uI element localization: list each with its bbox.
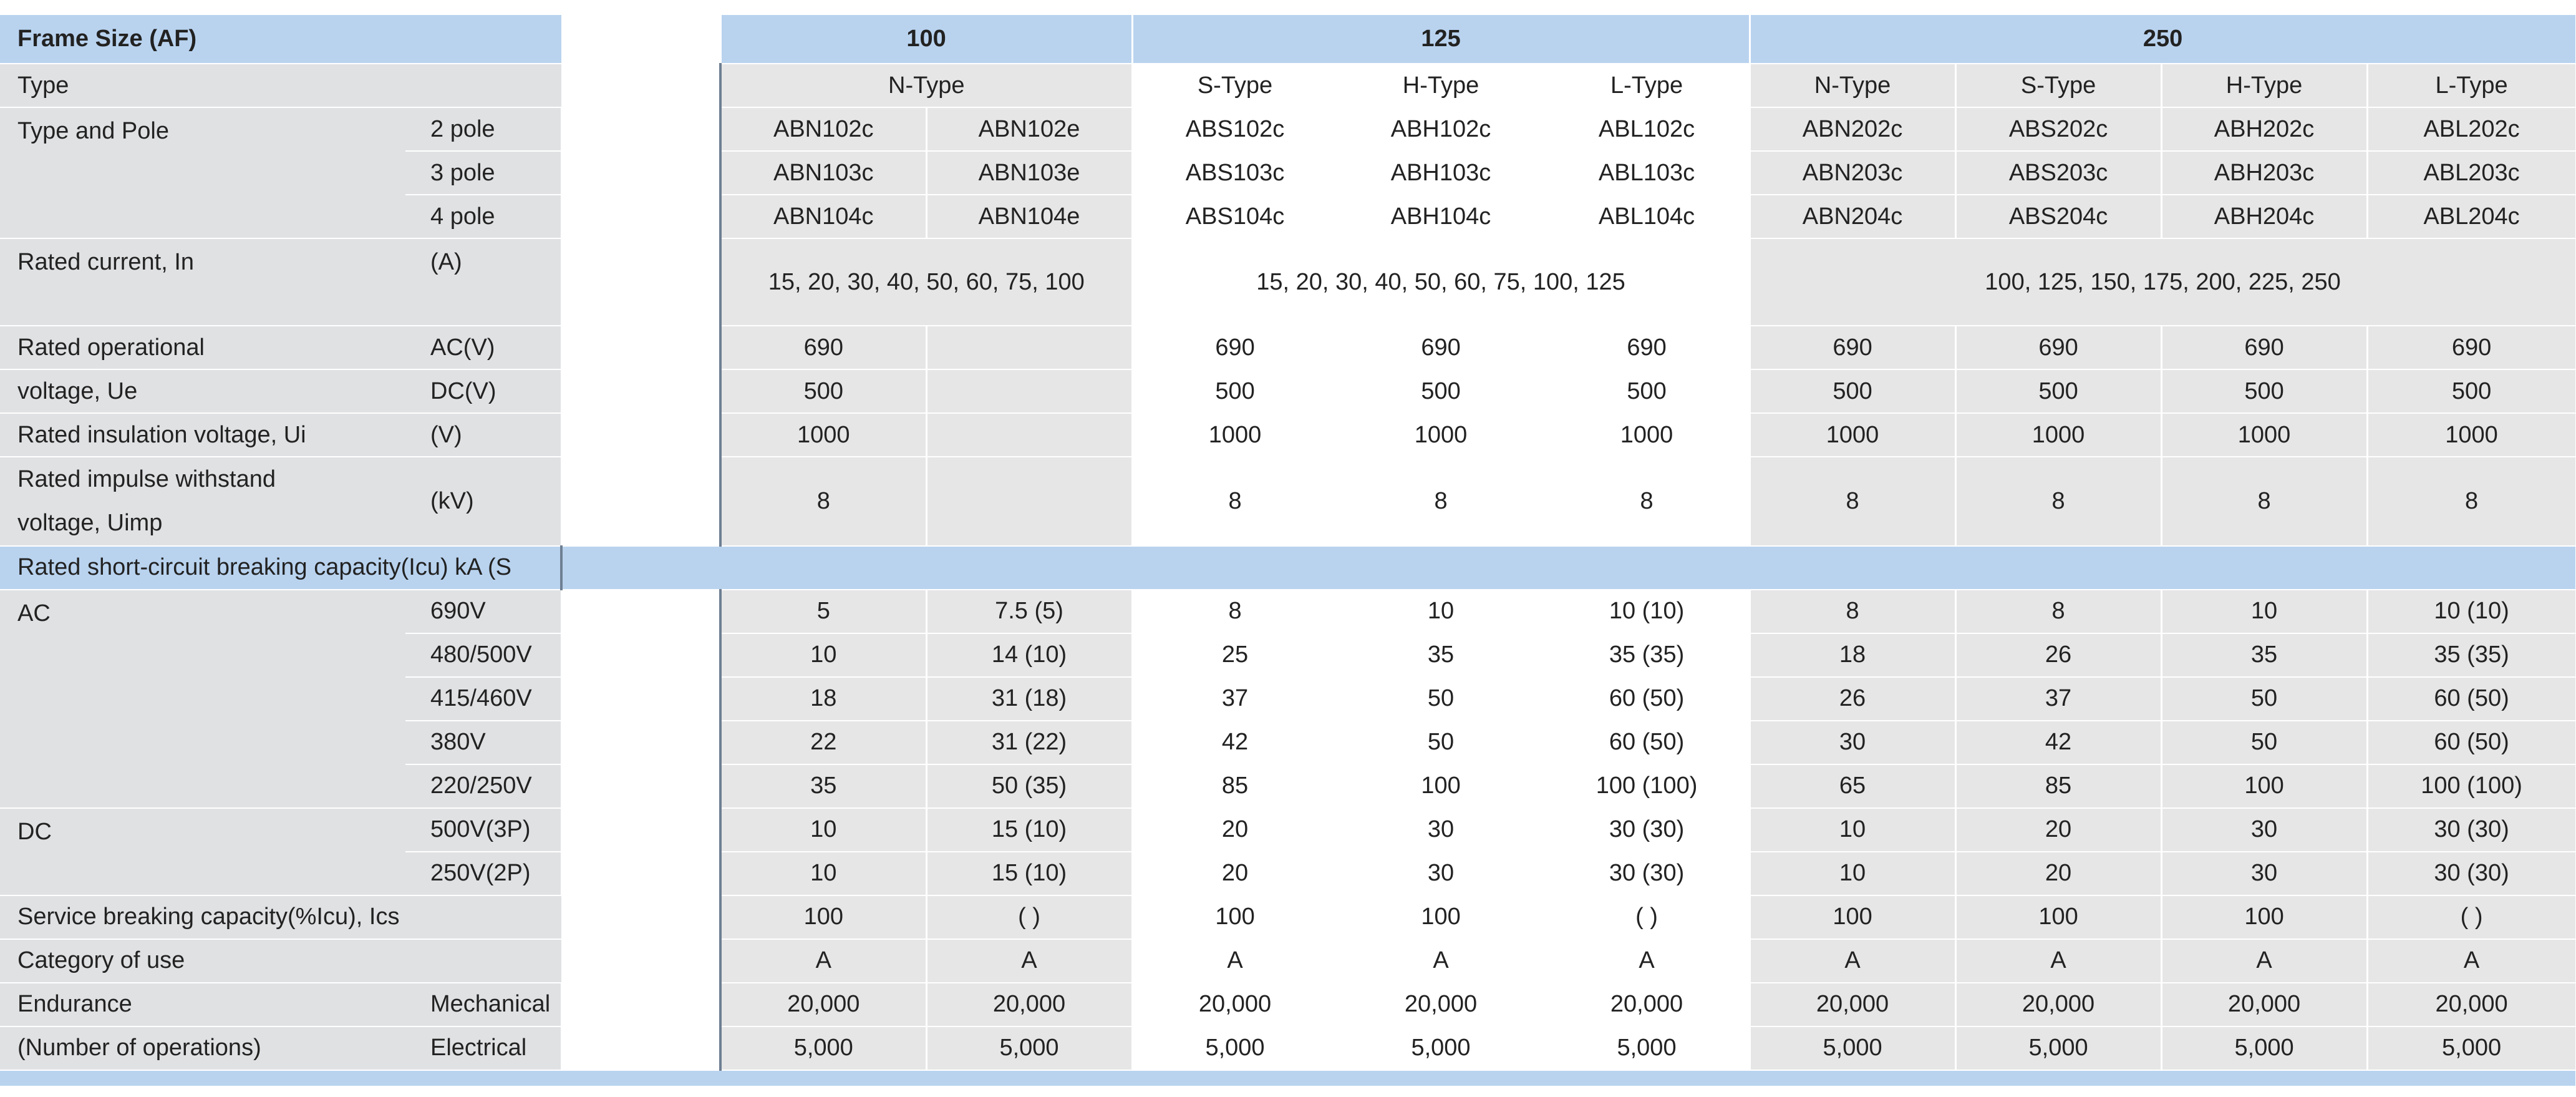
rated-current-250: 100, 125, 150, 175, 200, 225, 250 xyxy=(1750,238,2576,326)
spacer-cell xyxy=(561,238,720,326)
service-breaking-row xyxy=(0,895,2576,939)
impulse-voltage-label xyxy=(0,457,405,546)
value-cell: A xyxy=(926,939,1132,983)
value-cell: 1000 xyxy=(1955,413,2161,457)
value-cell: 10 xyxy=(720,633,926,677)
model-cell: ABN104e xyxy=(926,195,1132,238)
value-cell: 37 xyxy=(1132,677,1338,721)
value-cell: 20,000 xyxy=(1338,983,1544,1026)
category-label: Category of use xyxy=(0,939,561,983)
impulse-voltage-label-line1: Rated impulse withstand xyxy=(17,466,276,492)
value-cell: 18 xyxy=(1750,633,1955,677)
table-body xyxy=(0,15,2576,1086)
value-cell: 10 xyxy=(2161,590,2367,633)
model-cell: ABL204c xyxy=(2367,195,2576,238)
value-cell: 85 xyxy=(1132,764,1338,808)
value-cell: 500 xyxy=(1132,369,1338,413)
model-cell: ABH202c xyxy=(2161,107,2367,151)
value-cell: 5 xyxy=(720,590,926,633)
value-cell: 14 (10) xyxy=(926,633,1132,677)
value-cell: 1000 xyxy=(2161,413,2367,457)
value-cell: 20,000 xyxy=(1132,983,1338,1026)
value-cell: 30 xyxy=(2161,852,2367,895)
dc-label: DC xyxy=(0,808,405,895)
value-cell: 1000 xyxy=(1544,413,1750,457)
value-cell: A xyxy=(1955,939,2161,983)
value-cell: 10 xyxy=(1750,808,1955,852)
model-cell: ABL103c xyxy=(1544,151,1750,195)
model-cell: ABN203c xyxy=(1750,151,1955,195)
electrical-label: Electrical xyxy=(405,1026,561,1070)
value-cell: A xyxy=(720,939,926,983)
value-cell: 60 (50) xyxy=(1544,677,1750,721)
value-cell: 42 xyxy=(1955,721,2161,764)
value-cell: 1000 xyxy=(1132,413,1338,457)
op-voltage-ac-unit: AC(V) xyxy=(405,326,561,369)
value-cell: 30 xyxy=(1338,852,1544,895)
value-cell: A xyxy=(1750,939,1955,983)
value-cell: 20,000 xyxy=(1955,983,2161,1026)
value-cell: 500 xyxy=(1955,369,2161,413)
spacer-cell xyxy=(561,721,720,764)
value-cell: 30 (30) xyxy=(2367,808,2576,852)
model-cell: ABH102c xyxy=(1338,107,1544,151)
value-cell: 50 xyxy=(2161,721,2367,764)
value-cell: 8 xyxy=(1338,457,1544,546)
voltage-label: 415/460V xyxy=(405,677,561,721)
rated-current-row xyxy=(0,238,2576,326)
spacer-cell xyxy=(561,590,720,633)
value-cell: 35 (35) xyxy=(1544,633,1750,677)
value-cell: A xyxy=(2367,939,2576,983)
type-row xyxy=(0,64,2576,107)
value-cell: 8 xyxy=(1132,457,1338,546)
spacer-cell xyxy=(561,983,720,1026)
endurance-label-2: (Number of operations) xyxy=(0,1026,405,1070)
value-cell: 35 xyxy=(1338,633,1544,677)
spacer-cell xyxy=(561,326,720,369)
spacer-cell xyxy=(561,677,720,721)
value-cell: 37 xyxy=(1955,677,2161,721)
value-cell: 100 xyxy=(2161,764,2367,808)
pole-label: 2 pole xyxy=(405,107,561,151)
section-fill xyxy=(561,546,2576,590)
value-cell: 26 xyxy=(1955,633,2161,677)
value-cell: A xyxy=(2161,939,2367,983)
value-cell xyxy=(926,369,1132,413)
pole-label: 4 pole xyxy=(405,195,561,238)
model-cell: ABL202c xyxy=(2367,107,2576,151)
value-cell: 690 xyxy=(1750,326,1955,369)
header-spacer xyxy=(561,15,720,64)
value-cell: 20,000 xyxy=(1750,983,1955,1026)
model-cell: ABS104c xyxy=(1132,195,1338,238)
model-cell: ABH204c xyxy=(2161,195,2367,238)
op-voltage-ac-row xyxy=(0,326,2576,369)
value-cell: 10 xyxy=(1750,852,1955,895)
bottom-strip xyxy=(0,1070,2576,1086)
value-cell: 100 xyxy=(1132,895,1338,939)
value-cell: 690 xyxy=(1955,326,2161,369)
value-cell: 42 xyxy=(1132,721,1338,764)
value-cell: 35 xyxy=(720,764,926,808)
model-cell: ABS103c xyxy=(1132,151,1338,195)
type-cell: S-Type xyxy=(1955,64,2161,107)
value-cell: 60 (50) xyxy=(1544,721,1750,764)
value-cell: 500 xyxy=(720,369,926,413)
type-label: Type xyxy=(0,64,561,107)
value-cell: 85 xyxy=(1955,764,2161,808)
value-cell: 50 xyxy=(2161,677,2367,721)
impulse-voltage-row xyxy=(0,457,2576,546)
value-cell: 100 xyxy=(1338,895,1544,939)
value-cell: 8 xyxy=(720,457,926,546)
value-cell: ( ) xyxy=(926,895,1132,939)
value-cell: 690 xyxy=(1338,326,1544,369)
model-row xyxy=(0,107,2576,151)
value-cell: 690 xyxy=(720,326,926,369)
value-cell: 30 xyxy=(1750,721,1955,764)
value-cell: 500 xyxy=(2367,369,2576,413)
model-cell: ABS102c xyxy=(1132,107,1338,151)
voltage-label: 220/250V xyxy=(405,764,561,808)
value-cell: 20,000 xyxy=(720,983,926,1026)
spacer-cell xyxy=(561,64,720,107)
value-cell: 5,000 xyxy=(2367,1026,2576,1070)
type-cell: L-Type xyxy=(1544,64,1750,107)
model-cell: ABH103c xyxy=(1338,151,1544,195)
model-cell: ABN102e xyxy=(926,107,1132,151)
value-cell: 100 xyxy=(1750,895,1955,939)
value-cell: 20,000 xyxy=(1544,983,1750,1026)
value-cell: 20,000 xyxy=(2161,983,2367,1026)
value-cell: 5,000 xyxy=(720,1026,926,1070)
ac-breaking-row xyxy=(0,590,2576,633)
value-cell: A xyxy=(1338,939,1544,983)
value-cell: 100 xyxy=(2161,895,2367,939)
rated-current-100: 15, 20, 30, 40, 50, 60, 75, 100 xyxy=(720,238,1132,326)
value-cell xyxy=(926,326,1132,369)
op-voltage-label-1: Rated operational xyxy=(0,326,405,369)
type-cell: N-Type xyxy=(1750,64,1955,107)
short-circuit-section-label: Rated short-circuit breaking capacity(Icu) kA (S xyxy=(0,546,561,590)
value-cell: 500 xyxy=(2161,369,2367,413)
value-cell: 100 xyxy=(720,895,926,939)
value-cell: 8 xyxy=(1955,590,2161,633)
spacer-cell xyxy=(561,457,720,546)
value-cell: 30 xyxy=(2161,808,2367,852)
spacer-cell xyxy=(561,633,720,677)
model-cell: ABS204c xyxy=(1955,195,2161,238)
value-cell: 8 xyxy=(2161,457,2367,546)
spacer-cell xyxy=(561,939,720,983)
model-cell: ABS202c xyxy=(1955,107,2161,151)
value-cell: 30 xyxy=(1338,808,1544,852)
dc-breaking-row xyxy=(0,808,2576,852)
value-cell: 10 xyxy=(720,808,926,852)
frame-group-100: 100 xyxy=(720,15,1132,64)
value-cell: A xyxy=(1544,939,1750,983)
value-cell: 5,000 xyxy=(926,1026,1132,1070)
value-cell: 7.5 (5) xyxy=(926,590,1132,633)
value-cell: 10 xyxy=(720,852,926,895)
value-cell xyxy=(926,413,1132,457)
value-cell: 500 xyxy=(1338,369,1544,413)
rated-current-125: 15, 20, 30, 40, 50, 60, 75, 100, 125 xyxy=(1132,238,1750,326)
voltage-label: 500V(3P) xyxy=(405,808,561,852)
value-cell: 690 xyxy=(1544,326,1750,369)
frame-size-header-row xyxy=(0,15,2576,64)
insulation-voltage-label: Rated insulation voltage, Ui xyxy=(0,413,405,457)
model-cell: ABL203c xyxy=(2367,151,2576,195)
value-cell: 20,000 xyxy=(2367,983,2576,1026)
value-cell: 15 (10) xyxy=(926,852,1132,895)
value-cell: 20 xyxy=(1955,852,2161,895)
value-cell: 35 (35) xyxy=(2367,633,2576,677)
value-cell: 35 xyxy=(2161,633,2367,677)
value-cell: 500 xyxy=(1750,369,1955,413)
value-cell: 5,000 xyxy=(1750,1026,1955,1070)
type-cell: L-Type xyxy=(2367,64,2576,107)
value-cell: 5,000 xyxy=(2161,1026,2367,1070)
model-cell: ABN202c xyxy=(1750,107,1955,151)
endurance-label-1: Endurance xyxy=(0,983,405,1026)
spacer-cell xyxy=(561,764,720,808)
value-cell: 8 xyxy=(1750,457,1955,546)
type-cell: S-Type xyxy=(1132,64,1338,107)
value-cell: 1000 xyxy=(720,413,926,457)
value-cell: 8 xyxy=(1955,457,2161,546)
value-cell: 100 (100) xyxy=(1544,764,1750,808)
model-cell: ABN102c xyxy=(720,107,926,151)
model-cell: ABN103e xyxy=(926,151,1132,195)
frame-group-250: 250 xyxy=(1750,15,2576,64)
value-cell: 10 (10) xyxy=(1544,590,1750,633)
spacer-cell xyxy=(561,107,720,151)
value-cell: 690 xyxy=(1132,326,1338,369)
op-voltage-dc-unit: DC(V) xyxy=(405,369,561,413)
value-cell: 10 (10) xyxy=(2367,590,2576,633)
value-cell: 30 (30) xyxy=(1544,852,1750,895)
insulation-voltage-row xyxy=(0,413,2576,457)
value-cell: 18 xyxy=(720,677,926,721)
impulse-voltage-unit: (kV) xyxy=(405,457,561,546)
type-cell: N-Type xyxy=(720,64,1132,107)
value-cell: 8 xyxy=(1132,590,1338,633)
category-row xyxy=(0,939,2576,983)
value-cell: 50 (35) xyxy=(926,764,1132,808)
value-cell: 26 xyxy=(1750,677,1955,721)
model-cell: ABL102c xyxy=(1544,107,1750,151)
value-cell: 100 xyxy=(1955,895,2161,939)
type-and-pole-label: Type and Pole xyxy=(0,107,405,238)
spacer-cell xyxy=(561,1026,720,1070)
value-cell: 60 (50) xyxy=(2367,721,2576,764)
spacer-cell xyxy=(561,369,720,413)
value-cell: 20 xyxy=(1132,852,1338,895)
value-cell: 15 (10) xyxy=(926,808,1132,852)
value-cell: 65 xyxy=(1750,764,1955,808)
value-cell: 50 xyxy=(1338,721,1544,764)
value-cell: 100 xyxy=(1338,764,1544,808)
short-circuit-section-row xyxy=(0,546,2576,590)
model-cell: ABL104c xyxy=(1544,195,1750,238)
value-cell: 60 (50) xyxy=(2367,677,2576,721)
value-cell: 1000 xyxy=(1750,413,1955,457)
value-cell: 31 (18) xyxy=(926,677,1132,721)
frame-group-125: 125 xyxy=(1132,15,1750,64)
value-cell: 20,000 xyxy=(926,983,1132,1026)
voltage-label: 380V xyxy=(405,721,561,764)
value-cell: 690 xyxy=(2161,326,2367,369)
op-voltage-label-2: voltage, Ue xyxy=(0,369,405,413)
value-cell: 1000 xyxy=(1338,413,1544,457)
model-cell: ABN103c xyxy=(720,151,926,195)
value-cell: 25 xyxy=(1132,633,1338,677)
value-cell: 20 xyxy=(1132,808,1338,852)
value-cell: 50 xyxy=(1338,677,1544,721)
spacer-cell xyxy=(561,895,720,939)
type-cell: H-Type xyxy=(2161,64,2367,107)
spacer-cell xyxy=(561,852,720,895)
ac-label: AC xyxy=(0,590,405,808)
value-cell: 10 xyxy=(1338,590,1544,633)
value-cell: 31 (22) xyxy=(926,721,1132,764)
endurance-electrical-row xyxy=(0,1026,2576,1070)
voltage-label: 480/500V xyxy=(405,633,561,677)
model-cell: ABH104c xyxy=(1338,195,1544,238)
model-cell: ABN204c xyxy=(1750,195,1955,238)
impulse-voltage-label-line2: voltage, Uimp xyxy=(17,510,163,537)
model-cell: ABS203c xyxy=(1955,151,2161,195)
spacer-cell xyxy=(561,195,720,238)
model-cell: ABN104c xyxy=(720,195,926,238)
value-cell: 20 xyxy=(1955,808,2161,852)
value-cell: 8 xyxy=(2367,457,2576,546)
value-cell: 690 xyxy=(2367,326,2576,369)
model-cell: ABH203c xyxy=(2161,151,2367,195)
value-cell: 30 (30) xyxy=(1544,808,1750,852)
spacer-cell xyxy=(561,808,720,852)
value-cell: 30 (30) xyxy=(2367,852,2576,895)
spacer-cell xyxy=(561,151,720,195)
value-cell xyxy=(926,457,1132,546)
voltage-label: 250V(2P) xyxy=(405,852,561,895)
pole-label: 3 pole xyxy=(405,151,561,195)
endurance-mechanical-row xyxy=(0,983,2576,1026)
value-cell: 8 xyxy=(1544,457,1750,546)
type-cell: H-Type xyxy=(1338,64,1544,107)
mechanical-label: Mechanical xyxy=(405,983,561,1026)
value-cell: 8 xyxy=(1750,590,1955,633)
specification-table xyxy=(0,15,2576,1087)
value-cell: A xyxy=(1132,939,1338,983)
rated-current-unit: (A) xyxy=(405,238,561,326)
spacer-cell xyxy=(561,413,720,457)
value-cell: 5,000 xyxy=(1338,1026,1544,1070)
value-cell: 22 xyxy=(720,721,926,764)
rated-current-label: Rated current, In xyxy=(0,238,405,326)
voltage-label: 690V xyxy=(405,590,561,633)
value-cell: 5,000 xyxy=(1955,1026,2161,1070)
value-cell: 5,000 xyxy=(1132,1026,1338,1070)
value-cell: 500 xyxy=(1544,369,1750,413)
value-cell: ( ) xyxy=(1544,895,1750,939)
value-cell: 100 (100) xyxy=(2367,764,2576,808)
value-cell: 5,000 xyxy=(1544,1026,1750,1070)
value-cell: ( ) xyxy=(2367,895,2576,939)
value-cell: 1000 xyxy=(2367,413,2576,457)
bottom-strip-row xyxy=(0,1070,2576,1086)
op-voltage-dc-row xyxy=(0,369,2576,413)
insulation-voltage-unit: (V) xyxy=(405,413,561,457)
service-breaking-label: Service breaking capacity(%Icu), Ics xyxy=(0,895,561,939)
frame-size-title: Frame Size (AF) xyxy=(0,15,561,64)
